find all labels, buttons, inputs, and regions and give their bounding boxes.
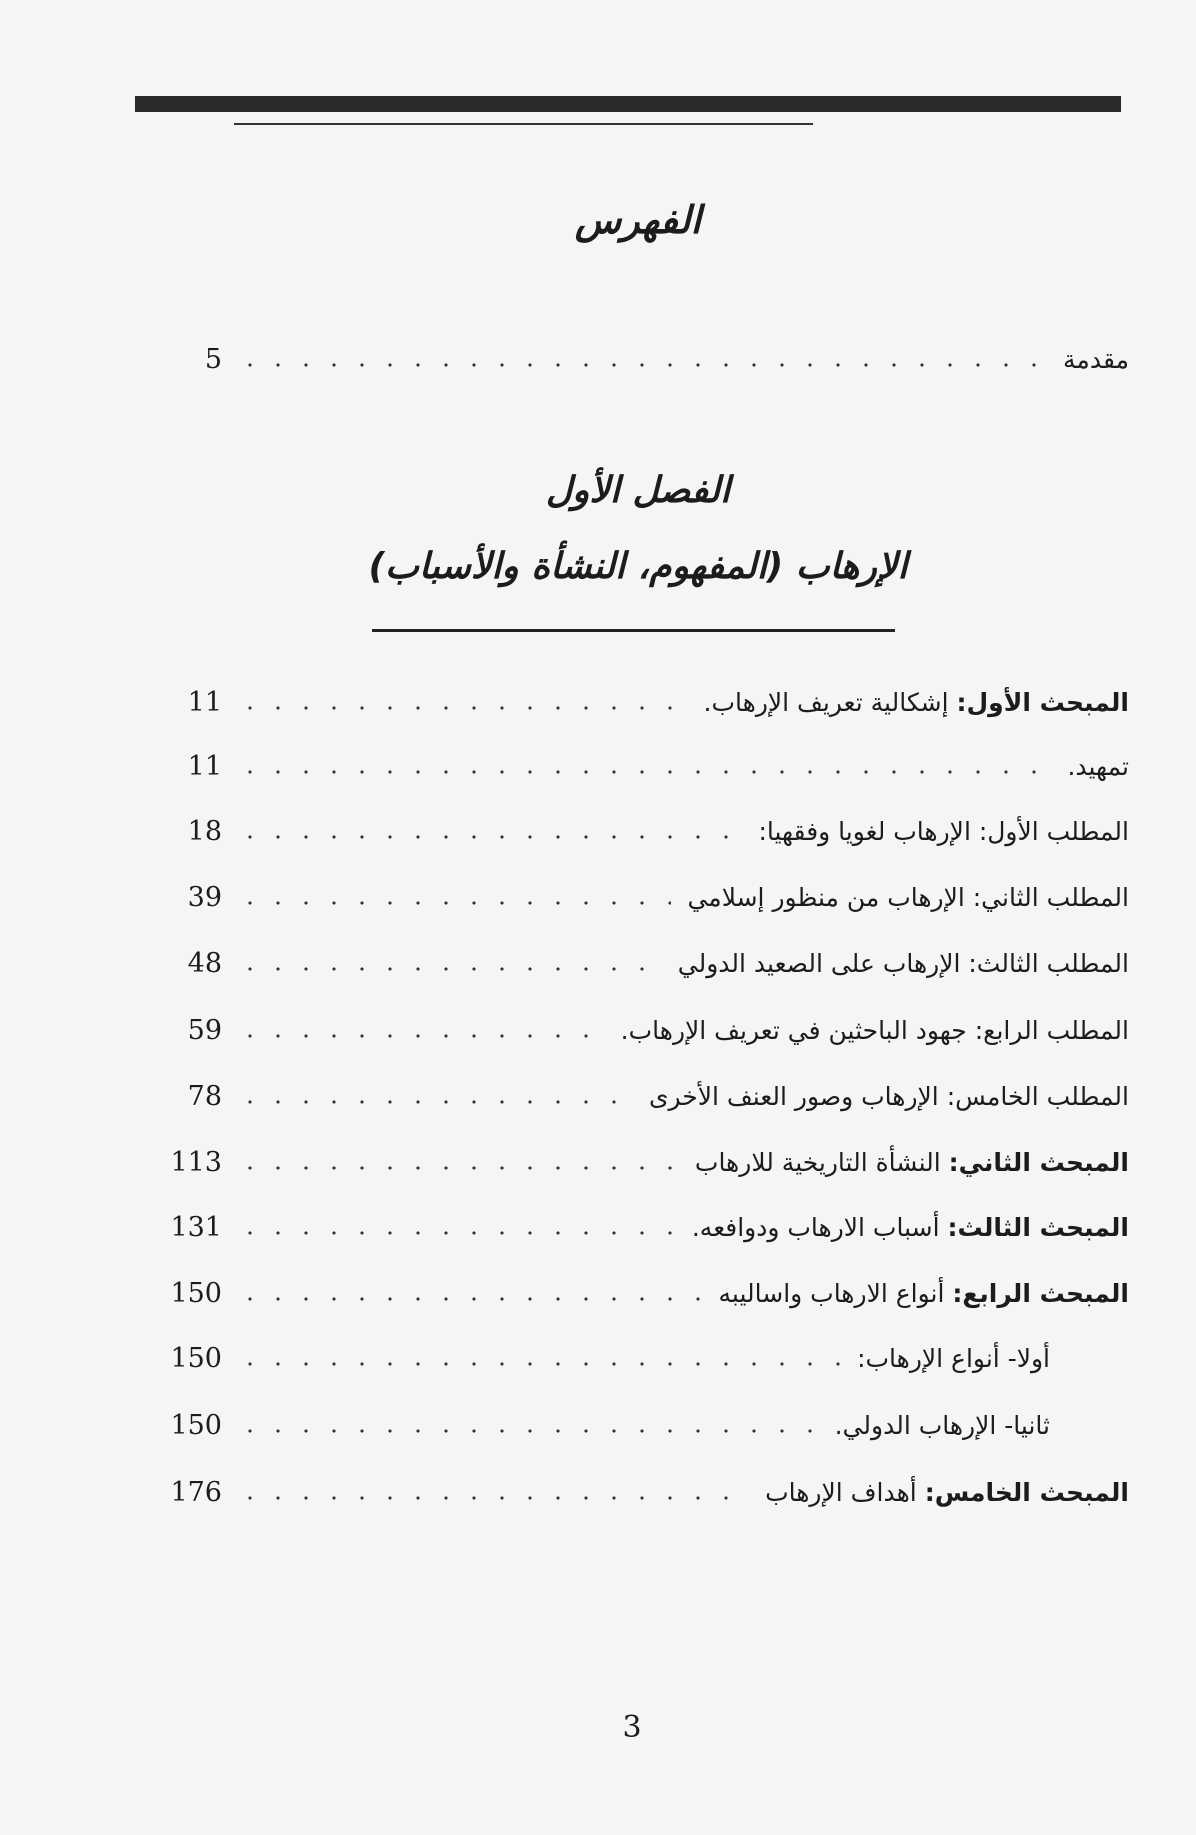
- entry-title: النشأة التاريخية للارهاب: [694, 1147, 949, 1177]
- toc-entry[interactable]: [160, 1273, 1129, 1313]
- entry-page: 150: [170, 1277, 222, 1309]
- dot-leader: [236, 1296, 703, 1302]
- entry-page: 5: [204, 343, 222, 375]
- entry-label: [1061, 752, 1129, 781]
- toc-entry[interactable]: [160, 1142, 1129, 1182]
- entry-page: 131: [170, 1211, 222, 1243]
- entry-page: 150: [170, 1409, 222, 1441]
- chapter-title: الفصل الأول: [545, 470, 731, 511]
- entry-page: 39: [187, 881, 222, 913]
- entry-section-label: المبحث الثالث:: [947, 1212, 1129, 1242]
- entry-title: أولا- أنواع الإرهاب:: [857, 1343, 1050, 1373]
- dot-leader: [236, 1230, 676, 1236]
- toc-entry[interactable]: [160, 1472, 1129, 1512]
- entry-label: [643, 1082, 1129, 1111]
- entry-page: 113: [170, 1146, 222, 1178]
- entry-label: [672, 949, 1129, 978]
- entry-label: [681, 883, 1129, 912]
- toc-entry[interactable]: [160, 943, 1129, 983]
- entry-title: المطلب الثالث: الإرهاب على الصعيد الدولي: [677, 948, 1129, 978]
- entry-label: [713, 1279, 1129, 1308]
- toc-entry[interactable]: [160, 682, 1129, 722]
- entry-page: 78: [187, 1080, 222, 1112]
- toc-entry[interactable]: [160, 877, 1129, 917]
- entry-label: [686, 1213, 1129, 1242]
- toc-entry[interactable]: [160, 746, 1129, 786]
- dot-leader: [236, 1033, 605, 1039]
- entry-title: المطلب الأول: الإرهاب لغويا وفقهيا:: [758, 816, 1129, 846]
- dot-leader: [236, 705, 688, 711]
- dot-leader: [236, 1165, 679, 1171]
- toc-entry-intro[interactable]: [160, 339, 1129, 379]
- entry-page: 59: [187, 1014, 222, 1046]
- entry-label: [759, 1478, 1129, 1507]
- entry-page: 11: [187, 686, 222, 718]
- chapter-subtitle: الإرهاب (المفهوم، النشأة والأسباب): [368, 546, 908, 587]
- entry-section-label: المبحث الأول:: [956, 687, 1129, 717]
- toc-entry[interactable]: [160, 1338, 1050, 1378]
- entry-title: المطلب الثاني: الإرهاب من منظور إسلامي: [687, 882, 1129, 912]
- entry-label: [851, 1344, 1050, 1373]
- entry-label: [752, 817, 1129, 846]
- entry-label: [829, 1411, 1050, 1440]
- dot-leader: [236, 1361, 841, 1367]
- page-number: 3: [622, 1710, 642, 1745]
- entry-page: 176: [170, 1476, 222, 1508]
- toc-entry[interactable]: [160, 1010, 1129, 1050]
- dot-leader: [236, 1428, 819, 1434]
- entry-label: [615, 1016, 1129, 1045]
- entry-page: 150: [170, 1342, 222, 1374]
- entry-label: [698, 688, 1129, 717]
- entry-page: 11: [187, 750, 222, 782]
- toc-entry[interactable]: [160, 811, 1129, 851]
- entry-title: المطلب الخامس: الإرهاب وصور العنف الأخرى: [648, 1081, 1129, 1111]
- toc-title: الفهرس: [574, 198, 702, 242]
- dot-leader: [236, 362, 1047, 368]
- entry-title: تمهيد.: [1067, 751, 1129, 781]
- dot-leader: [236, 834, 742, 840]
- entry-section-label: المبحث الرابع:: [952, 1278, 1129, 1308]
- header-rule-thick: [135, 96, 1121, 112]
- toc-entry[interactable]: [160, 1076, 1129, 1116]
- dot-leader: [236, 900, 671, 906]
- header-rule-thin: [234, 123, 813, 125]
- entry-label: مقدمة: [1063, 344, 1129, 374]
- toc-entry[interactable]: [160, 1405, 1050, 1445]
- entry-title: أنواع الارهاب واساليبه: [718, 1278, 953, 1308]
- entry-page: 18: [187, 815, 222, 847]
- toc-entry[interactable]: [160, 1207, 1129, 1247]
- entry-section-label: المبحث الخامس:: [924, 1477, 1129, 1507]
- entry-label: [689, 1148, 1129, 1177]
- dot-leader: [236, 1099, 633, 1105]
- entry-title: المطلب الرابع: جهود الباحثين في تعريف الإرهاب.: [620, 1015, 1129, 1045]
- entry-title: أهداف الإرهاب: [765, 1477, 925, 1507]
- entry-page: 48: [187, 947, 222, 979]
- dot-leader: [236, 966, 662, 972]
- dot-leader: [236, 1495, 749, 1501]
- chapter-underline: [372, 629, 895, 632]
- entry-title: ثانيا- الإرهاب الدولي.: [834, 1410, 1050, 1440]
- dot-leader: [236, 769, 1051, 775]
- entry-section-label: المبحث الثاني:: [948, 1147, 1129, 1177]
- entry-title: إشكالية تعريف الإرهاب.: [703, 687, 957, 717]
- entry-title: أسباب الارهاب ودوافعه.: [691, 1212, 948, 1242]
